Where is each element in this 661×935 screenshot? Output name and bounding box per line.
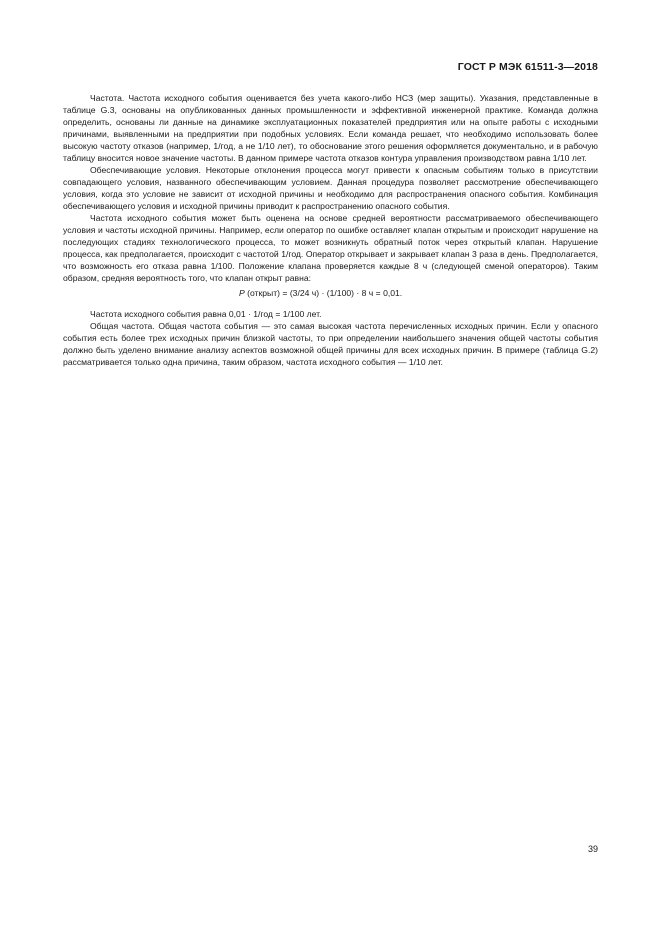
paragraph-frequency: Частота. Частота исходного события оценивается без учета какого-либо НСЗ (мер защиты). Указания, представленные в таблице G.3, основаны на опубликованных данных промышленности и эффективной инженерной практике. Команда должна определить, основаны ли данные на динамике эксплуатационных показателей предприятия или на опыте работы с исходными причинами, выявленными на предприятии при подобных условиях. Если команда решает, что необходимо использовать более высокую частоту отказов (например, 1/год, а не 1/10 лет), то обоснование этого решения оформляется документально, и в рабочую таблицу вносится новое значение частоты. В данном примере частота отказов контура управления производством равна 1/10 лет. (63, 93, 598, 163)
formula-expression: (открыт) = (3/24 ч) · (1/100) · 8 ч = 0,01. (244, 288, 403, 298)
standard-header: ГОСТ Р МЭК 61511-3—2018 (457, 61, 598, 73)
paragraph-overall-frequency: Общая частота. Общая частота события — это самая высокая частота перечисленных исходных причин. Если у опасного события есть более трех исходных причин близкой частоты, то при определении наибольшего значения общей частоты события должно быть уделено внимание анализу аспектов возможной общей причины для всех исходных причин. В примере (таблица G.2) рассматривается только одна причина, таким образом, частота исходного события — 1/10 лет. (63, 321, 598, 367)
paragraph-enabling-conditions: Обеспечивающие условия. Некоторые отклонения процесса могут привести к опасным событиям только в присутствии совпадающего условия, названного обеспечивающим условием. Данная процедура позволяет рассмотрение обеспечивающего условия, когда это условие не зависит от исходной причины и необходимо для распространения опасного события. Комбинация обеспечивающего условия и исходной причины приводит к распространению опасного события. (63, 165, 598, 211)
formula-symbol: P (239, 288, 245, 298)
paragraph-result: Частота исходного события равна 0,01 · 1/год = 1/100 лет. (90, 309, 322, 319)
formula (63, 287, 598, 299)
document-body (63, 92, 598, 368)
page-number: 39 (587, 844, 598, 854)
paragraph-initiating-event-frequency: Частота исходного события может быть оценена на основе средней вероятности рассматриваемого обеспечивающего условия и частоты исходной причины. Например, если оператор по ошибке оставляет клапан открытым и происходит нарушение на последующих стадиях технологического процесса, то может возникнуть обратный поток через открытый клапан. Нарушение процесса, как предполагается, происходит с частотой 1/год. Оператор открывает и закрывает клапан 3 раза в день. Предполагается, что возможность его отказа равна 1/100. Положение клапана проверяется каждые 8 ч (следующей сменой операторов). Таким образом, средняя вероятность того, что клапан открыт равна: (63, 213, 598, 283)
